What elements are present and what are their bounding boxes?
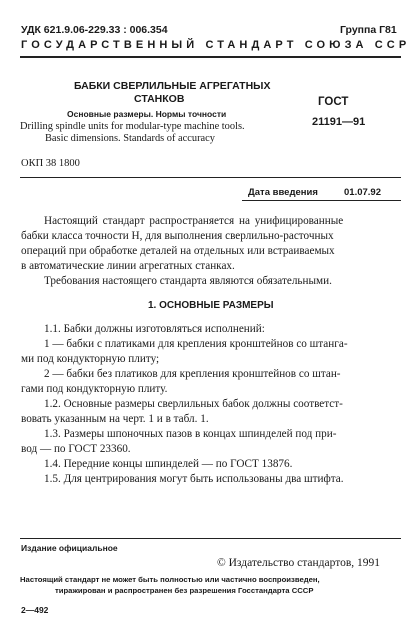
intro-date-value: 01.07.92 xyxy=(344,187,381,198)
footer-rule xyxy=(20,538,401,539)
section-1-title: 1. ОСНОВНЫЕ РАЗМЕРЫ xyxy=(148,300,274,311)
okp-code: ОКП 38 1800 xyxy=(21,158,80,169)
title-ru-subtitle: Основные размеры. Нормы точности xyxy=(67,109,227,119)
section-1-line: вод — по ГОСТ 23360. xyxy=(21,443,131,455)
intro-date-rule xyxy=(242,200,401,201)
title-ru-line1: БАБКИ СВЕРЛИЛЬНЫЕ АГРЕГАТНЫХ xyxy=(74,80,271,92)
page-code: 2—492 xyxy=(21,605,49,615)
gost-number: 21191—91 xyxy=(312,116,366,128)
intro-line-3: операций при обработке деталей на отдельных или встраиваемых xyxy=(21,245,335,257)
section-1-line: ми под кондукторную плиту; xyxy=(21,353,160,365)
section-1-line: 1.5. Для центрирования могут быть использованы два штифта. xyxy=(44,473,344,485)
section-1-line: 1 — бабки с платиками для крепления кронштейнов со штанга- xyxy=(44,338,348,350)
copyright-notice: © Издательство стандартов, 1991 xyxy=(217,557,381,569)
intro-line-2: бабки класса точности Н, для выполнения сверлильно-расточных xyxy=(21,230,334,242)
section-1-line: 1.2. Основные размеры сверлильных бабок должны соответст- xyxy=(44,398,343,410)
intro-line-4: в автоматические линии агрегатных станках. xyxy=(21,260,235,272)
section-1-line: вовать указанным на черт. 1 и в табл. 1. xyxy=(21,413,209,425)
section-1-line: 1.4. Передние концы шпинделей — по ГОСТ 13876. xyxy=(44,458,293,470)
title-en-line1: Drilling spindle units for modular-type machine tools. xyxy=(20,121,245,132)
reproduction-notice-line1: Настоящий стандарт не может быть полностью или частично воспроизведен, xyxy=(20,575,320,584)
intro-line-1: Настоящий стандарт распространяется на унифицированные xyxy=(44,215,344,227)
official-edition-label: Издание официальное xyxy=(21,543,118,553)
intro-date-label: Дата введения xyxy=(248,187,318,198)
udk-code: УДК 621.9.06-229.33 : 006.354 xyxy=(21,24,168,36)
title-en-line2: Basic dimensions. Standards of accuracy xyxy=(45,133,215,144)
header-rule xyxy=(20,56,401,58)
reproduction-notice-line2: тиражирован и распространен без разрешения Госстандарта СССР xyxy=(55,586,314,595)
section-1-line: 2 — бабки без платиков для крепления кронштейнов со штан- xyxy=(44,368,341,380)
title-rule xyxy=(20,177,401,178)
intro-line-5: Требования настоящего стандарта являются обязательными. xyxy=(44,275,332,287)
title-ru-line2: СТАНКОВ xyxy=(134,93,185,105)
gost-label: ГОСТ xyxy=(318,96,349,108)
section-1-line: гами под кондукторную плиту. xyxy=(21,383,168,395)
section-1-line: 1.3. Размеры шпоночных пазов в концах шпинделей под при- xyxy=(44,428,337,440)
section-1-line: 1.1. Бабки должны изготовляться исполнений: xyxy=(44,323,265,335)
group-code: Группа Г81 xyxy=(340,24,397,36)
state-standard-banner: ГОСУДАРСТВЕННЫЙ СТАНДАРТ СОЮЗА ССР xyxy=(21,39,411,51)
